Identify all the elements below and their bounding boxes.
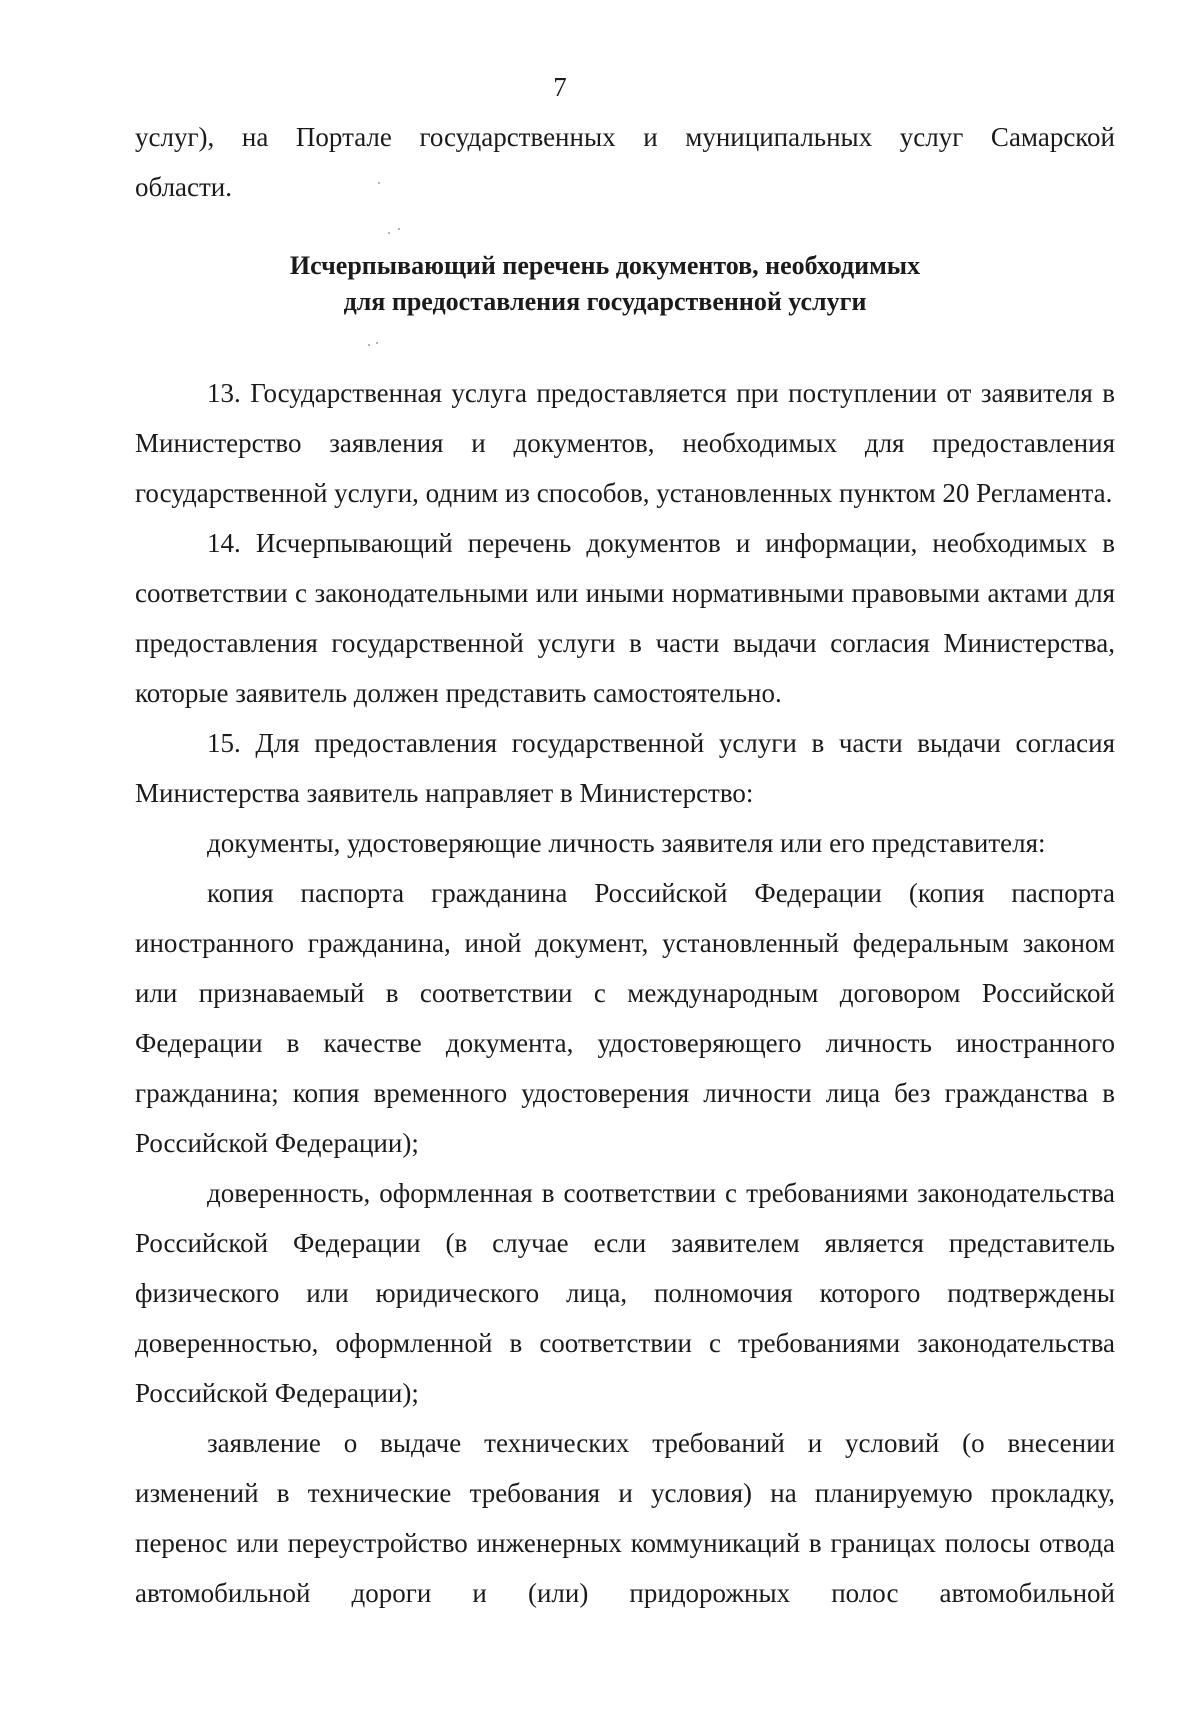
scan-speck <box>388 232 390 234</box>
heading-line: для предоставления государственной услуги <box>343 287 867 316</box>
paragraph-14: 14. Исчерпывающий перечень документов и информации, необходимых в соответствии с законодательными или иными нормативными правовыми актами для предоставления государственной услуги в части выдачи согласия Министерства, которые заявитель должен представить самостоятельно. <box>135 528 1115 708</box>
list-item-identity-documents: документы, удостоверяющие личность заявителя или его представителя: <box>207 828 1046 858</box>
page-number: 7 <box>553 72 567 102</box>
paragraph-13: 13. Государственная услуга предоставляется при поступлении от заявителя в Министерство заявления и документов, необходимых для предоставления государственной услуги, одним из способов, установленных пунктом 20 Регламента. <box>135 378 1115 508</box>
scan-speck <box>376 342 378 344</box>
intro-text <box>135 112 1115 212</box>
body-text <box>135 368 1115 1618</box>
scan-speck <box>378 182 380 184</box>
heading-line: Исчерпывающий перечень документов, необходимых <box>289 251 921 280</box>
list-item-application: заявление о выдаче технических требований и условий (о внесении изменений в технические требования и условия) на планируемую прокладку, перенос или переустройство инженерных коммуникаций в границах полосы отвода автомобильной дороги и (или) придорожных полос автомобильной <box>135 1428 1115 1608</box>
scan-speck <box>368 344 370 346</box>
intro-line: области. <box>135 172 233 202</box>
list-item-passport-copy: копия паспорта гражданина Российской Федерации (копия паспорта иностранного гражданина, иной документ, установленный федеральным законом или признаваемый в соответствии с международным договором Российской Федерации в качестве документа, удостоверяющего личность иностранного гражданина; копия временного удостоверения личности лица без гражданства в Российской Федерации); <box>135 878 1115 1158</box>
paragraph-15: 15. Для предоставления государственной услуги в части выдачи согласия Министерства заявитель направляет в Министерство: <box>135 728 1115 808</box>
section-heading <box>135 248 1075 320</box>
intro-line: услуг), на Порталe государственных и муниципальных услуг Самарской <box>135 122 1115 152</box>
scan-speck <box>398 228 400 230</box>
list-item-power-of-attorney: доверенность, оформленная в соответствии с требованиями законодательства Российской Федерации (в случае если заявителем является представитель физического или юридического лица, полномочия которого подтверждены доверенностью, оформленной в соответствии с требованиями законодательства Российской Федерации); <box>135 1178 1115 1408</box>
